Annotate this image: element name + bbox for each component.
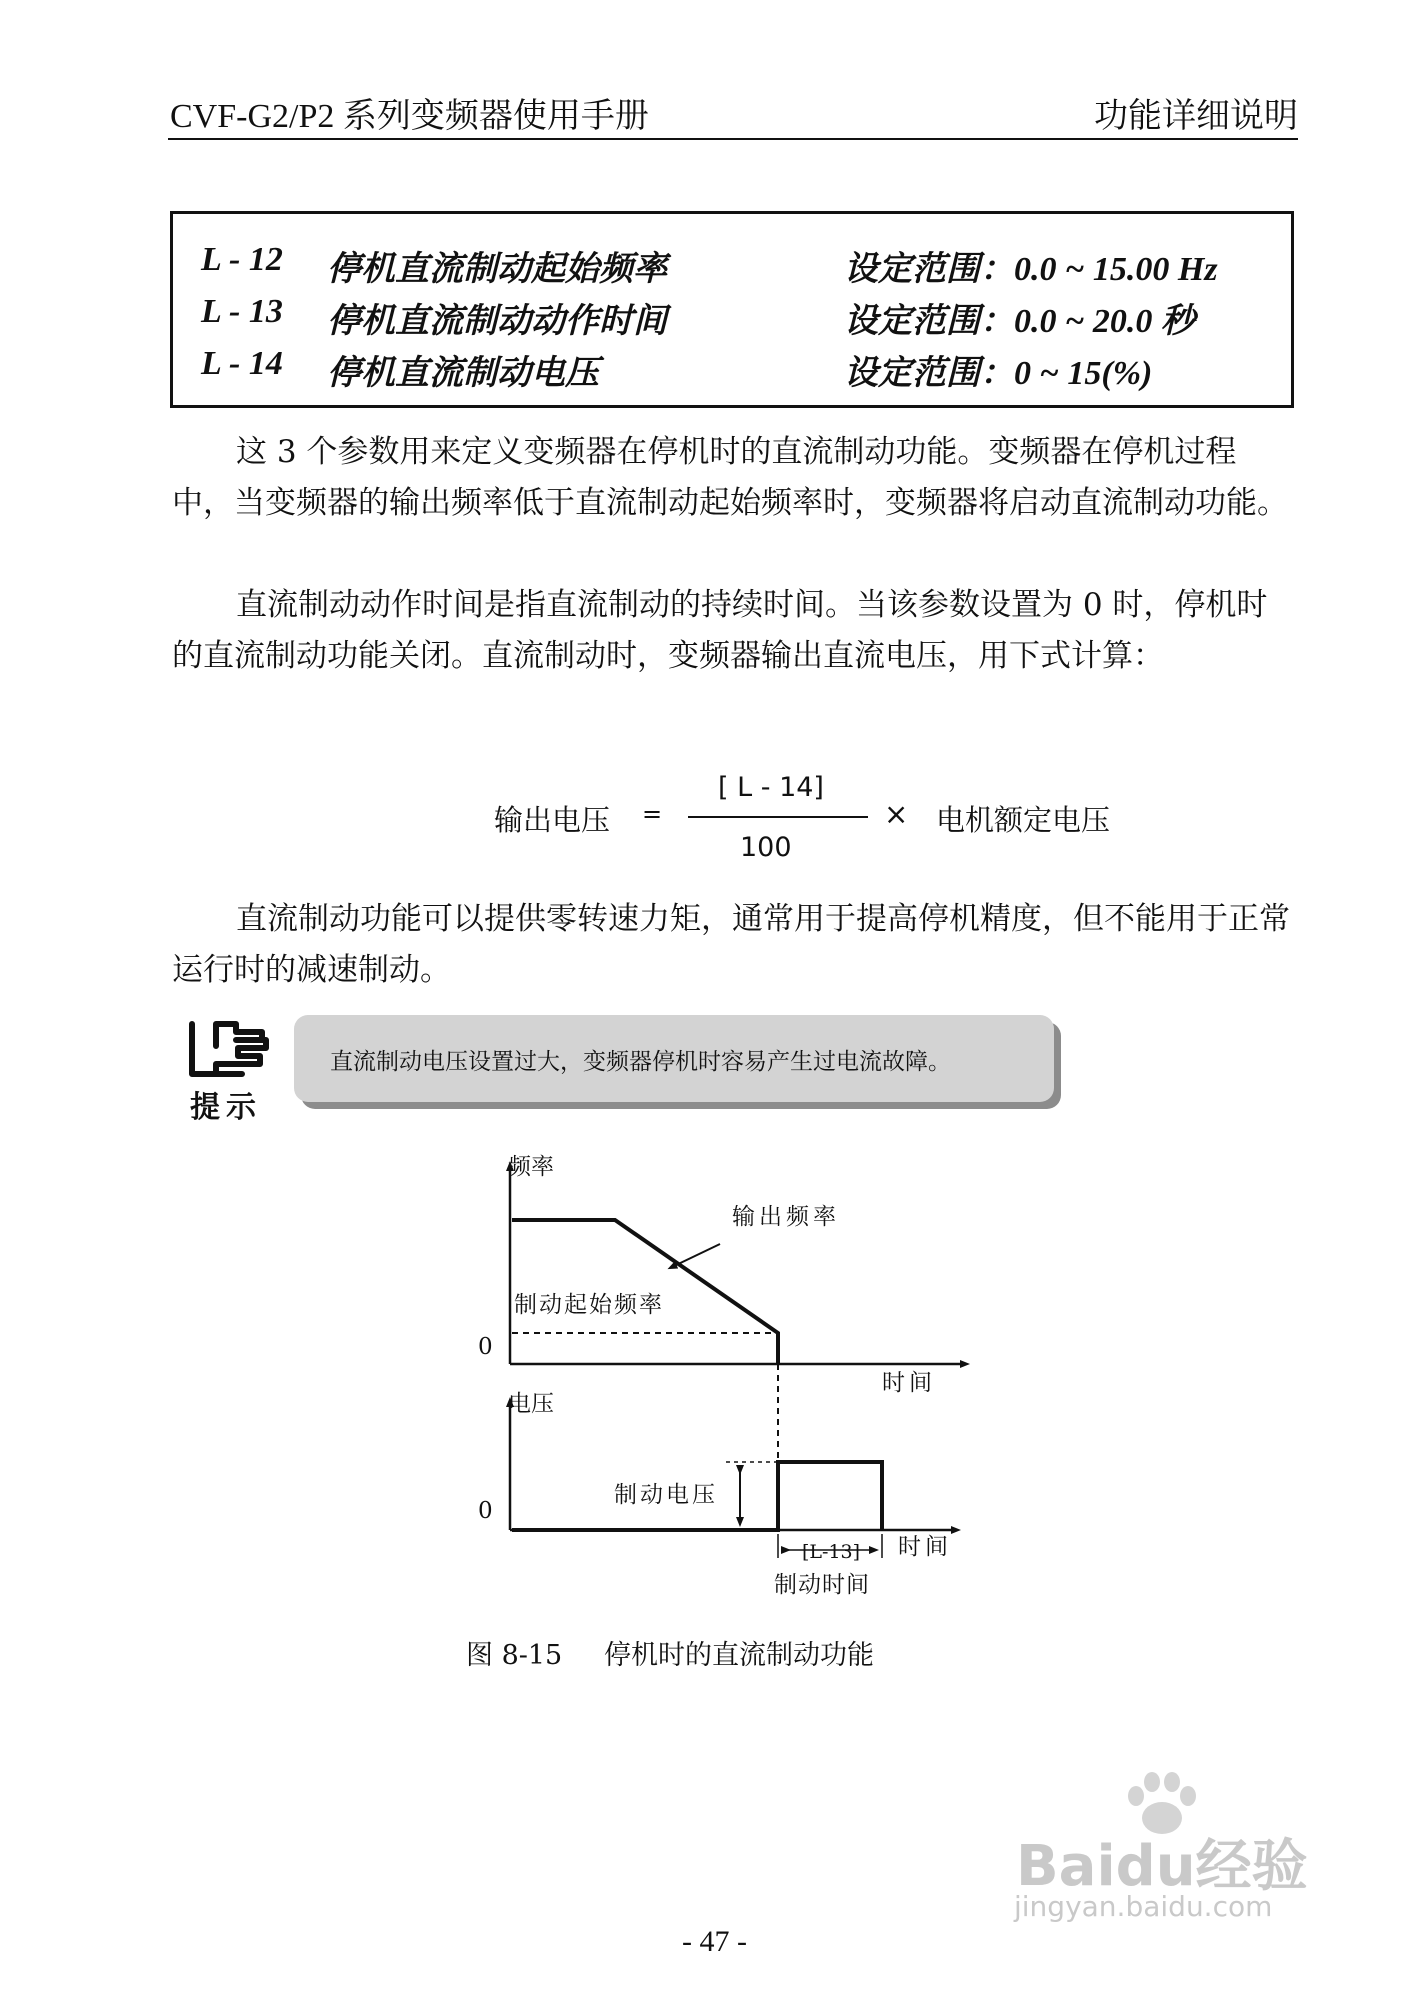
param-row-l12: [173, 241, 1291, 293]
formula-denominator: 100: [740, 832, 792, 863]
formula-rhs: 电机额定电压: [936, 803, 1111, 837]
header-title: CVF-G2/P2 系列变频器使用手册: [170, 98, 649, 135]
time-label-top: 时间: [882, 1370, 936, 1396]
time-label-bottom: 时间: [898, 1534, 952, 1560]
duration-label: 制动时间: [774, 1572, 870, 1598]
output-frequency-pointer: [672, 1244, 720, 1267]
brake-voltage-label: 制动电压: [614, 1482, 718, 1508]
pointing-hand-icon: [186, 1018, 276, 1080]
duration-code: [L-13]: [802, 1541, 861, 1563]
parameter-box: [170, 211, 1294, 408]
start-frequency-label: 制动起始频率: [514, 1292, 664, 1318]
paragraph-3: 直流制动功能可以提供零转速力矩，通常用于提高停机精度，但不能用于正常运行时的减速制动。: [172, 901, 1290, 988]
voltage-axis-label: 电压: [508, 1391, 554, 1417]
paragraph-1: 这 3 个参数用来定义变频器在停机时的直流制动功能。变频器在停机过程中，当变频器的输出频率低于直流制动起始频率时，变频器将启动直流制动功能。: [172, 434, 1288, 521]
freq-axis-label: 频率: [508, 1154, 554, 1180]
param-row-l13: [173, 293, 1291, 345]
formula-equals: =: [642, 800, 663, 828]
param-code: L - 12: [201, 241, 283, 278]
header-rule: [168, 138, 1298, 140]
figure-caption: 停机时的直流制动功能: [604, 1640, 874, 1671]
fraction-bar: [688, 816, 868, 818]
output-frequency-label: 输出频率: [732, 1204, 840, 1230]
formula-lhs: 输出电压: [494, 803, 611, 837]
paragraph-2: 直流制动动作时间是指直流制动的持续时间。当该参数设置为 0 时，停机时的直流制动功能关闭。直流制动时，变频器输出直流电压，用下式计算：: [172, 587, 1268, 674]
param-range: 设定范围：0 ~ 15(%): [844, 355, 1153, 392]
formula-numerator: [ L - 14]: [718, 772, 824, 803]
tip-text: 直流制动电压设置过大，变频器停机时容易产生过电流故障。: [330, 1049, 951, 1075]
formula-times: ×: [884, 797, 909, 831]
zero-label-bottom: 0: [478, 1498, 493, 1524]
tip-label: 提示: [190, 1090, 262, 1125]
param-range: 设定范围：0.0 ~ 20.0 秒: [844, 303, 1195, 340]
param-name: 停机直流制动起始频率: [327, 251, 667, 288]
param-row-l14: [173, 345, 1291, 397]
param-code: L - 13: [201, 293, 283, 330]
header-section: 功能详细说明: [1094, 98, 1298, 135]
param-code: L - 14: [201, 345, 283, 382]
param-name: 停机直流制动动作时间: [327, 303, 667, 340]
watermark-url: jingyan.baidu.com: [1014, 1890, 1273, 1923]
figure-number: 图 8-15: [466, 1640, 563, 1671]
zero-label-top: 0: [478, 1334, 493, 1360]
param-range: 设定范围：0.0 ~ 15.00 Hz: [844, 251, 1218, 288]
page-number: - 47 -: [682, 1925, 747, 1958]
param-name: 停机直流制动电压: [327, 355, 599, 392]
watermark-brand: Baidu经验: [1016, 1834, 1308, 1899]
